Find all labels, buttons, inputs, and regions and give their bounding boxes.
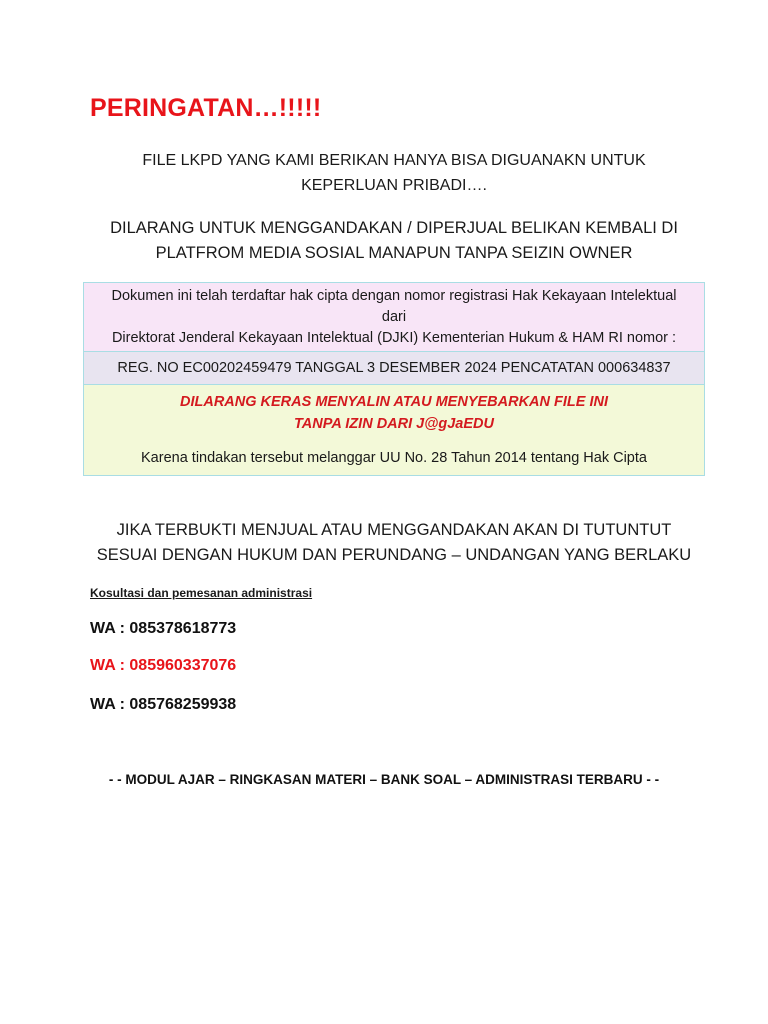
legal-notice-line-2: SESUAI DENGAN HUKUM DAN PERUNDANG – UNDANGAN YANG BERLAKU	[96, 546, 692, 564]
registration-number-row: REG. NO EC00202459479 TANGGAL 3 DESEMBER 2024 PENCATATAN 000634837	[84, 352, 704, 385]
warning-title: PERINGATAN…!!!!!	[90, 94, 322, 122]
consultation-heading: Kosultasi dan pemesanan administrasi	[90, 586, 313, 600]
prohibition-notice	[84, 216, 704, 266]
copyright-warning-line-2: TANPA IZIN DARI J@gJaEDU	[294, 416, 494, 432]
copyright-box	[83, 282, 705, 476]
usage-notice-line-1: FILE LKPD YANG KAMI BERIKAN HANYA BISA DIGUANAKN UNTUK	[142, 152, 646, 169]
copyright-warning-line-1: DILARANG KERAS MENYALIN ATAU MENYEBARKAN FILE INI	[179, 394, 608, 410]
copyright-registration-row	[84, 283, 704, 352]
legal-notice	[84, 518, 704, 568]
spacer	[92, 435, 696, 447]
whatsapp-contact-1: WA : 085378618773	[90, 620, 237, 637]
copyright-registration-line-1: Dokumen ini telah terdaftar hak cipta dengan nomor registrasi Hak Kekayaan Intelektual	[111, 288, 677, 304]
prohibition-notice-line-1: DILARANG UNTUK MENGGANDAKAN / DIPERJUAL BELIKAN KEMBALI DI	[110, 219, 678, 237]
usage-notice-line-2: KEPERLUAN PRIBADI….	[301, 177, 487, 194]
copyright-registration-line-2: dari	[381, 309, 407, 325]
copyright-warning-row	[84, 385, 704, 475]
prohibition-notice-line-2: PLATFROM MEDIA SOSIAL MANAPUN TANPA SEIZIN OWNER	[155, 244, 633, 262]
whatsapp-contact-3: WA : 085768259938	[90, 696, 237, 713]
copyright-law-line: Karena tindakan tersebut melanggar UU No. 28 Tahun 2014 tentang Hak Cipta	[141, 450, 647, 466]
copyright-registration-line-3: Direktorat Jenderal Kekayaan Intelektual (DJKI) Kementerian Hukum & HAM RI nomor :	[111, 330, 677, 346]
usage-notice	[84, 148, 704, 198]
whatsapp-contact-2: WA : 085960337076	[90, 657, 237, 674]
legal-notice-line-1: JIKA TERBUKTI MENJUAL ATAU MENGGANDAKAN AKAN DI TUTUNTUT	[116, 521, 672, 539]
product-footer: - - MODUL AJAR – RINGKASAN MATERI – BANK SOAL – ADMINISTRASI TERBARU - -	[108, 772, 660, 787]
